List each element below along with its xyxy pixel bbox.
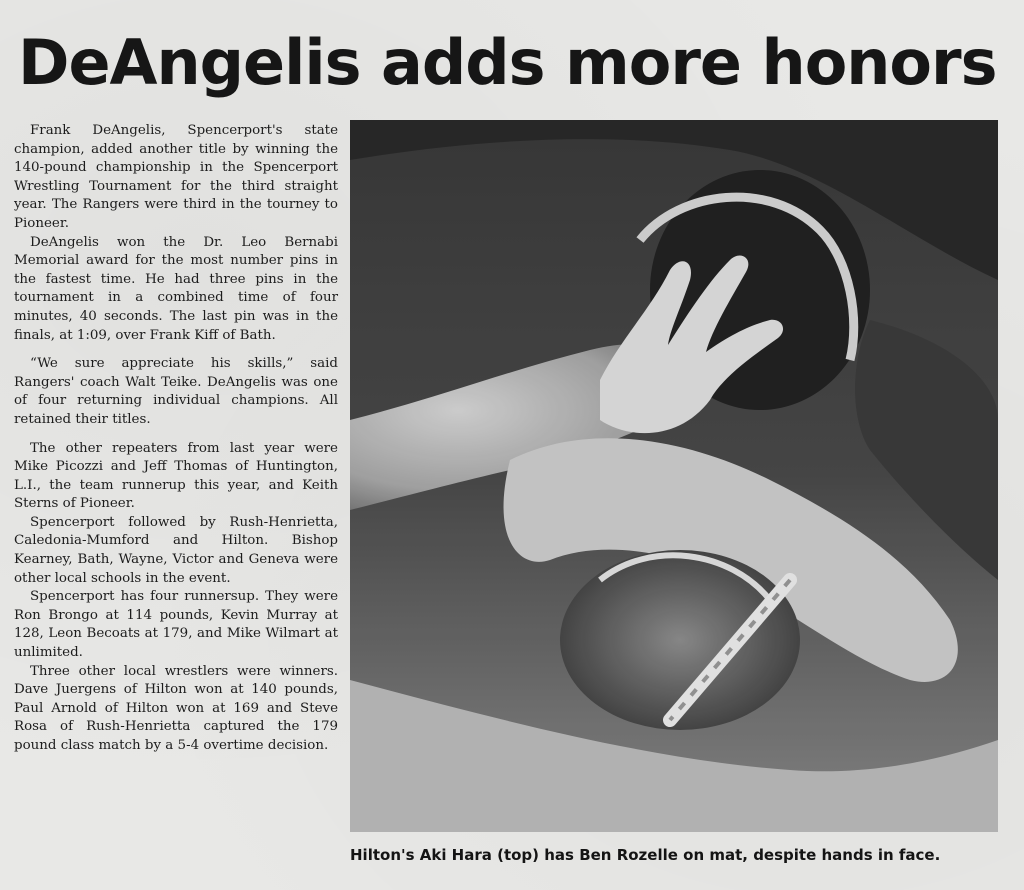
photo-caption: Hilton's Aki Hara (top) has Ben Rozelle on mat, despite hands in face.	[350, 846, 941, 864]
article-paragraph: Three other local wrestlers were winners. Dave Juergens of Hilton won at 140 pounds, Paul Arnold of Hilton won at 169 and Steve Rosa of Rush-Henrietta captured the 179 pound class match by a 5-4 overtime decision.	[14, 663, 338, 753]
headline: DeAngelis adds more honors	[18, 26, 997, 99]
article-paragraph: DeAngelis won the Dr. Leo Bernabi Memorial award for the most number pins in the fastest time. He had three pins in the tournament in a combined time of four minutes, 40 seconds. The last pin was in the finals, at 1:09, over Frank Kiff of Bath.	[14, 234, 338, 343]
article-paragraph: The other repeaters from last year were Mike Picozzi and Jeff Thomas of Huntington, L.I., the team runnerup this year, and Keith Sterns of Pioneer.	[14, 440, 338, 512]
article-paragraph: “We sure appreciate his skills,” said Rangers' coach Walt Teike. DeAngelis was one of four returning individual champions. All retained their titles.	[14, 356, 338, 427]
article-paragraph: Spencerport followed by Rush-Henrietta, Caledonia-Mumford and Hilton. Bishop Kearney, Bath, Wayne, Victor and Geneva were other local schools in the event.	[14, 514, 338, 586]
article-paragraph: Spencerport has four runnersup. They were Ron Brongo at 114 pounds, Kevin Murray at 128, Leon Becoats at 179, and Mike Wilmart at unlimited.	[14, 589, 338, 661]
article-body	[14, 122, 338, 756]
wrestling-photo	[350, 120, 998, 832]
article-paragraph: Frank DeAngelis, Spencerport's state champion, added another title by winning the 140-pound championship in the Spencerport Wrestling Tournament for the third straight year. The Rangers were third in the tourney to Pioneer.	[14, 123, 338, 231]
wrestling-photo-image	[350, 120, 998, 832]
